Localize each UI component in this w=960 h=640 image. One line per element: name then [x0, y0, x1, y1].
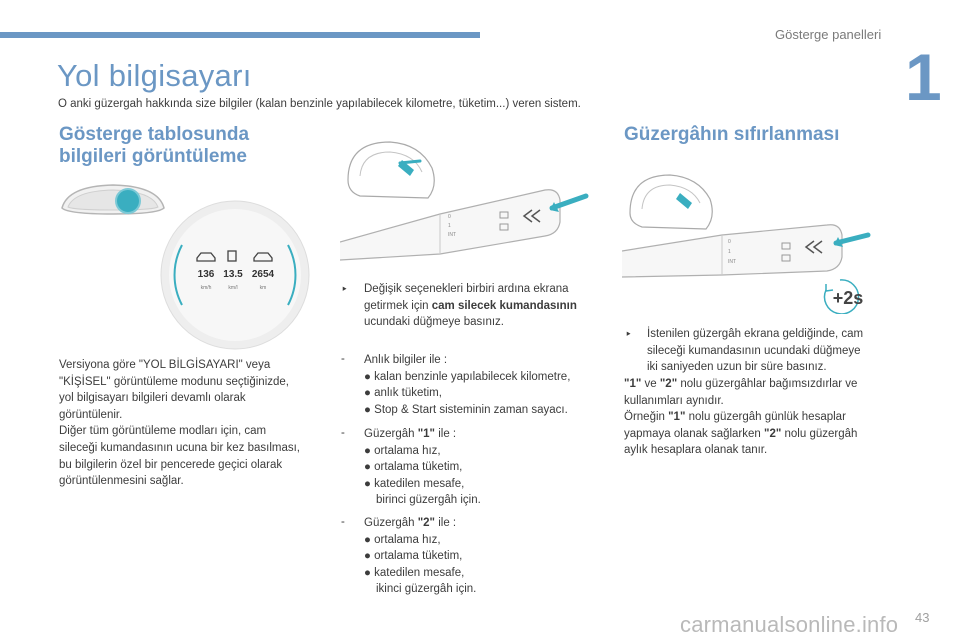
display-value-range: 2654: [251, 269, 275, 280]
section-name: Gösterge panelleri: [775, 27, 882, 42]
trip2-block: Güzergâh "2" ile : ● ortalama hız, ● ortalama tüketim, ● katedilen mesafe, ikinci güzergâh için.: [364, 515, 614, 598]
dashboard-illustration: [58, 180, 168, 220]
left-heading: Gösterge tablosunda bilgileri görüntüleme: [59, 124, 250, 167]
reset-text: İstenilen güzergâh ekrana geldiğinde, cam sileceği kumandasının ucundaki düğmeye iki saniyeden uzun bir süre basınız.: [647, 328, 864, 374]
list-item: ● katedilen mesafe,: [364, 477, 465, 490]
svg-text:INT: INT: [728, 259, 737, 265]
display-unit-speed: km/h: [200, 285, 212, 291]
page-title: Yol bilgisayarı: [57, 58, 252, 93]
watermark: carmanualsonline.info: [680, 612, 899, 637]
page-number: 43: [915, 610, 930, 625]
display-unit-range: km: [259, 285, 267, 291]
instrument-display: [160, 200, 310, 350]
list-item: ● anlık tüketim,: [364, 387, 442, 400]
list-item: ● Stop & Start sisteminin zaman sayacı.: [364, 403, 568, 416]
header-bar: [0, 32, 480, 38]
action-text: Değişik seçenekleri birbiri ardına ekrana getirmek için cam silecek kumandasının ucundaki düğmeye basınız.: [364, 283, 577, 329]
trip1-dash: -: [341, 427, 345, 439]
list-item: ● kalan benzinle yapılabilecek kilometre,: [364, 370, 571, 383]
trip2-dash: -: [341, 516, 345, 528]
intro-text: O anki güzergah hakkında size bilgiler (kalan benzinle yapılabilecek kilometre, tüketim...) veren sistem.: [58, 98, 581, 110]
instant-dash: -: [341, 353, 345, 365]
svg-text:0: 0: [448, 214, 451, 220]
trip1-block: Güzergâh "1" ile : ● ortalama hız, ● ortalama tüketim, ● katedilen mesafe, birinci güzergâh için.: [364, 426, 614, 509]
trip-notes: "1" ve "2" nolu güzergâhlar bağımsızdırlar ve kullanımları aynıdır. Örneğin "1" nolu güzergâh günlük hesaplar yapmaya olanak sağlarken "2" nolu güzergâh aylık hesaplara olanak tanır.: [624, 378, 858, 457]
reset-marker-icon: ‣: [625, 329, 632, 341]
list-item: ● ortalama hız,: [364, 444, 441, 457]
right-heading: Güzergâhın sıfırlanması: [624, 124, 840, 145]
list-item: ● katedilen mesafe,: [364, 566, 465, 579]
svg-text:0: 0: [728, 239, 731, 245]
hold-two-seconds-badge: [818, 276, 878, 314]
action-marker-icon: ‣: [341, 284, 348, 296]
chapter-number: 1: [905, 40, 942, 114]
list-item: ● ortalama tüketim,: [364, 461, 463, 474]
list-item: ● ortalama tüketim,: [364, 550, 463, 563]
svg-text:+2s: +2s: [832, 288, 864, 308]
display-value-speed: 136: [197, 269, 215, 280]
display-value-consumption: 13.5: [223, 269, 243, 280]
wiper-stalk-illustration: [340, 130, 590, 265]
display-unit-consumption: km/l: [228, 285, 238, 291]
left-paragraph: Versiyona göre "YOL BİLGİSAYARI" veya "KİŞİSEL" görüntüleme modunu seçtiğinizde, yol bilgisayarı bilgileri devamlı olarak görüntülenir. Diğer tüm görüntüleme modları için, cam sileceği kumandasının ucuna bir kez basılması, bu bilgilerin özel bir pencerede geçici olarak görüntülenmesini sağlar.: [59, 359, 300, 488]
svg-text:1: 1: [448, 223, 451, 229]
list-item: ● ortalama hız,: [364, 533, 441, 546]
svg-text:INT: INT: [448, 232, 457, 238]
instant-block: Anlık bilgiler ile : ● kalan benzinle yapılabilecek kilometre, ● anlık tüketim, ● Stop & Start sisteminin zaman sayacı.: [364, 352, 614, 418]
svg-text:1: 1: [728, 249, 731, 255]
